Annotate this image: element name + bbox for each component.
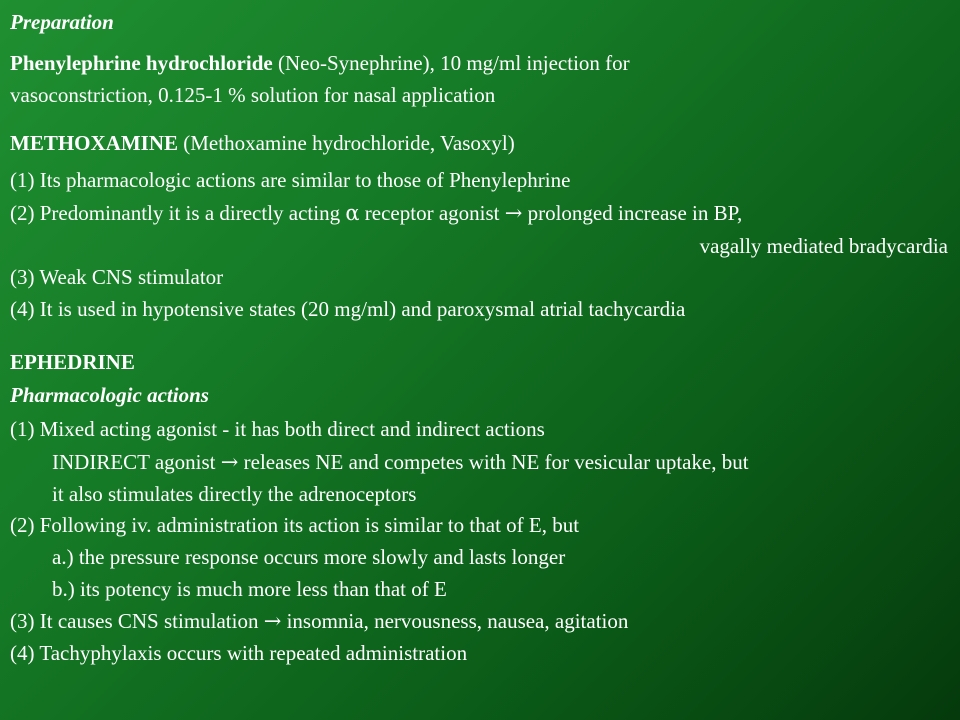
phenylephrine-details: (Neo-Synephrine), 10 mg/ml injection for bbox=[272, 51, 630, 75]
ephedrine-point-1: (1) Mixed acting agonist - it has both direct and indirect actions bbox=[10, 417, 545, 441]
ephedrine-point-1-indirect bbox=[52, 450, 749, 474]
phenylephrine-line-2: vasoconstriction, 0.125-1 % solution for nasal application bbox=[10, 83, 496, 107]
ephedrine-point-3-text-a: (3) It causes CNS stimulation bbox=[10, 609, 264, 633]
phenylephrine-name: Phenylephrine hydrochloride bbox=[10, 51, 273, 75]
phenylephrine-line-1 bbox=[10, 51, 630, 75]
alpha-symbol: α bbox=[345, 201, 360, 225]
methoxamine-point-2-text-a: (2) Predominantly it is a directly acting bbox=[10, 201, 346, 225]
methoxamine-point-4: (4) It is used in hypotensive states (20 mg/ml) and paroxysmal atrial tachycardia bbox=[10, 297, 686, 321]
ephedrine-point-4: (4) Tachyphylaxis occurs with repeated administration bbox=[10, 641, 468, 665]
ephedrine-subheading: Pharmacologic actions bbox=[10, 383, 209, 407]
methoxamine-point-1: (1) Its pharmacologic actions are similar to those of Phenylephrine bbox=[10, 168, 571, 192]
methoxamine-point-2-text-c: prolonged increase in BP, bbox=[522, 201, 743, 225]
methoxamine-point-2-continued: vagally mediated bradycardia bbox=[699, 234, 948, 258]
methoxamine-point-2 bbox=[10, 201, 742, 225]
ephedrine-point-2: (2) Following iv. administration its action is similar to that of E, but bbox=[10, 513, 580, 537]
methoxamine-synonyms: (Methoxamine hydrochloride, Vasoxyl) bbox=[178, 131, 515, 155]
arrow-icon: → bbox=[263, 609, 282, 633]
ephedrine-point-3-text-b: insomnia, nervousness, nausea, agitation bbox=[281, 609, 629, 633]
ephedrine-point-1-direct: it also stimulates directly the adrenoceptors bbox=[52, 482, 417, 506]
arrow-icon: → bbox=[220, 450, 239, 474]
ephedrine-point-2-a: a.) the pressure response occurs more slowly and lasts longer bbox=[52, 545, 566, 569]
ephedrine-indirect-text-a: INDIRECT agonist bbox=[52, 450, 221, 474]
arrow-icon: → bbox=[504, 201, 523, 225]
methoxamine-name: METHOXAMINE bbox=[10, 131, 178, 155]
ephedrine-point-3 bbox=[10, 609, 628, 633]
ephedrine-indirect-text-b: releases NE and competes with NE for vesicular uptake, but bbox=[238, 450, 749, 474]
ephedrine-title: EPHEDRINE bbox=[10, 350, 135, 374]
ephedrine-point-2-b: b.) its potency is much more less than that of E bbox=[52, 577, 447, 601]
preparation-heading: Preparation bbox=[10, 10, 114, 34]
methoxamine-point-3: (3) Weak CNS stimulator bbox=[10, 265, 224, 289]
methoxamine-point-2-text-b: receptor agonist bbox=[359, 201, 505, 225]
methoxamine-title bbox=[10, 131, 515, 155]
